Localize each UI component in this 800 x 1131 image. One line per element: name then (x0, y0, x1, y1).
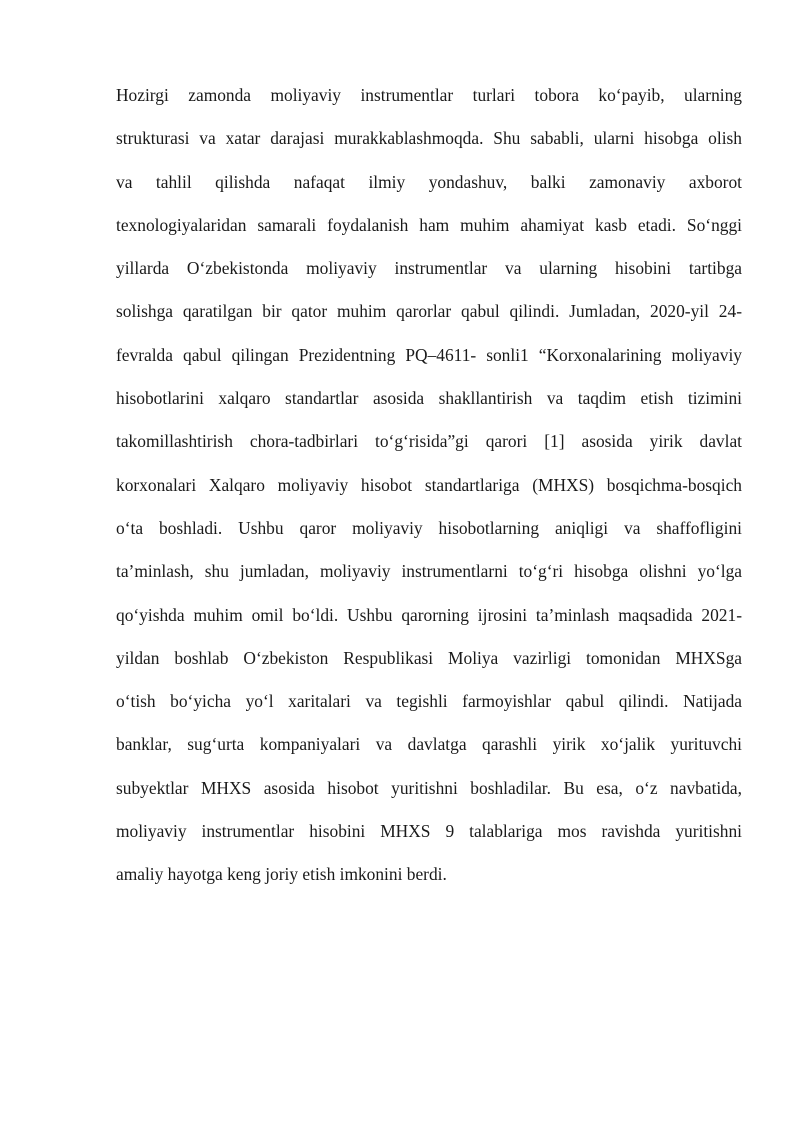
paragraph-line: subyektlar MHXS asosida hisobot yuritishni boshladilar. Bu esa, o‘z navbatida, (116, 777, 742, 798)
paragraph-line: banklar, sug‘urta kompaniyalari va davlatga qarashli yirik xo‘jalik yurituvchi (116, 734, 742, 755)
paragraph-line: solishga qaratilgan bir qator muhim qarorlar qabul qilindi. Jumladan, 2020-yil 24- (116, 301, 742, 322)
paragraph-line: Hozirgi zamonda moliyaviy instrumentlar turlari tobora ko‘payib, ularning (116, 85, 742, 105)
paragraph-line: fevralda qabul qilingan Prezidentning PQ–4611- sonli1 “Korxonalarining moliyaviy (116, 344, 742, 365)
paragraph-line: strukturasi va xatar darajasi murakkablashmoqda. Shu sababli, ularni hisobga olish (116, 128, 742, 149)
paragraph-line: va tahlil qilishda nafaqat ilmiy yondashuv, balki zamonaviy axborot (116, 171, 742, 192)
paragraph-line: yildan boshlab O‘zbekiston Respublikasi Moliya vazirligi tomonidan MHXSga (116, 647, 742, 668)
body-paragraph (116, 74, 742, 897)
paragraph-line: yillarda O‘zbekistonda moliyaviy instrumentlar va ularning hisobini tartibga (116, 258, 742, 279)
paragraph-line: takomillashtirish chora-tadbirlari to‘g‘risida”gi qarori [1] asosida yirik davlat (116, 431, 742, 452)
paragraph-line: qo‘yishda muhim omil bo‘ldi. Ushbu qarorning ijrosini ta’minlash maqsadida 2021- (116, 604, 742, 625)
paragraph-line: amaliy hayotga keng joriy etish imkonini berdi. (116, 864, 447, 885)
paragraph-line: moliyaviy instrumentlar hisobini MHXS 9 talablariga mos ravishda yuritishni (116, 821, 742, 842)
paragraph-line: texnologiyalaridan samarali foydalanish ham muhim ahamiyat kasb etadi. So‘nggi (116, 214, 742, 235)
paragraph-line: o‘tish bo‘yicha yo‘l xaritalari va tegishli farmoyishlar qabul qilindi. Natijada (116, 691, 742, 712)
paragraph-line: o‘ta boshladi. Ushbu qaror moliyaviy hisobotlarning aniqligi va shaffofligini (116, 517, 742, 538)
paragraph-line: hisobotlarini xalqaro standartlar asosida shakllantirish va taqdim etish tizimini (116, 388, 742, 409)
paragraph-line: ta’minlash, shu jumladan, moliyaviy instrumentlarni to‘g‘ri hisobga olishni yo‘lga (116, 561, 742, 582)
paragraph-line: korxonalari Xalqaro moliyaviy hisobot standartlariga (MHXS) bosqichma-bosqich (116, 474, 742, 495)
